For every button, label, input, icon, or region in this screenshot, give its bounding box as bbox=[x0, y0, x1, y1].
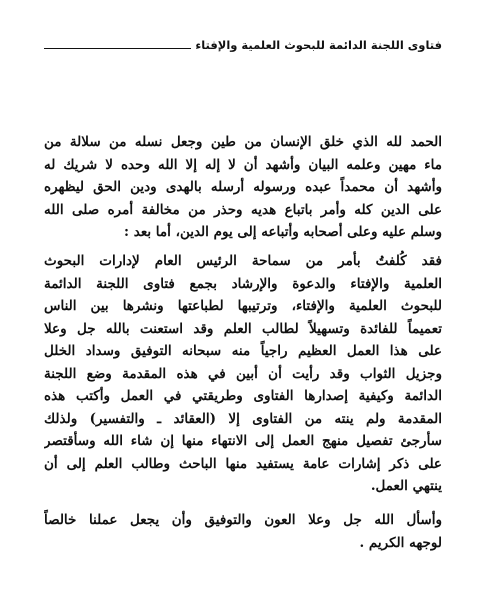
running-header bbox=[44, 34, 442, 52]
paragraph-line: لوجهه الكريم . bbox=[359, 534, 442, 551]
paragraph-line: وأشهد أن محمداً عبده ورسوله أرسله بالهدى ودين الحق ليظهره bbox=[44, 179, 442, 195]
paragraph-intro bbox=[44, 131, 442, 244]
paragraph-line: الحمد لله الذي خلق الإنسان من طين وجعل نسله من سلالة من bbox=[44, 134, 442, 150]
header-rule bbox=[44, 48, 191, 49]
paragraph-line: على ذكر إشارات عامة يستفيد منها الباحث وطالب العلم إلى أن bbox=[44, 455, 442, 472]
paragraph-line: وسلم عليه وعلى أصحابه وأتباعه إلى يوم الدين، أما بعد : bbox=[124, 224, 442, 240]
running-header-title: فتاوى اللجنة الدائمة للبحوث العلمية والإفتاء bbox=[195, 38, 442, 52]
paragraph-line: على الدين كله وأمر باتباع هديه وحذر من مخالفة أمره صلى الله bbox=[44, 201, 442, 218]
paragraph-line: للبحوث العلمية والإفتاء، وترتيبها لطباعتها ونشرها بين الناس bbox=[44, 298, 442, 314]
paragraph-line: الدائمة وكيفية إصدارها الفتاوى وطريقتي في العمل وأكتب هذه bbox=[44, 388, 442, 404]
paragraph-line: العلمية والإفتاء والدعوة والإرشاد بجمع فتاوى اللجنة الدائمة bbox=[44, 275, 442, 292]
paragraph-main bbox=[44, 250, 442, 498]
paragraph-line: المقدمة ولم ينته من الفتاوى إلا (العقائد ـ والتفسير) ولذلك bbox=[44, 410, 442, 427]
paragraph-line: وجزيل الثواب وقد رأيت أن أبين في هذه المقدمة وضع اللجنة bbox=[44, 365, 442, 382]
paragraph-line: فقد كُلفتُ بأمر من سماحة الرئيس العام لإدارات البحوث bbox=[44, 253, 442, 269]
paragraph-line: ماء مهين وعلمه البيان وأشهد أن لا إله إلا الله وحده لا شريك له bbox=[44, 156, 442, 173]
paragraph-closing bbox=[44, 509, 442, 554]
paragraph-line: على هذا العمل العظيم راجياً منه سبحانه التوفيق وسداد الخلل bbox=[44, 343, 442, 359]
paragraph-line: سأرجئ تفصيل منهج العمل إلى الانتهاء منها إن شاء الله وسأقتصر bbox=[44, 433, 442, 449]
paragraph-line: وأسأل الله جل وعلا العون والتوفيق وأن يجعل عملنا خالصاً bbox=[44, 512, 442, 528]
paragraph-line: ينتهي العمل. bbox=[370, 478, 442, 494]
paragraph-line: تعميماً للفائدة وتسهيلاً لطالب العلم وقد استعنت بالله جل وعلا bbox=[44, 320, 442, 337]
